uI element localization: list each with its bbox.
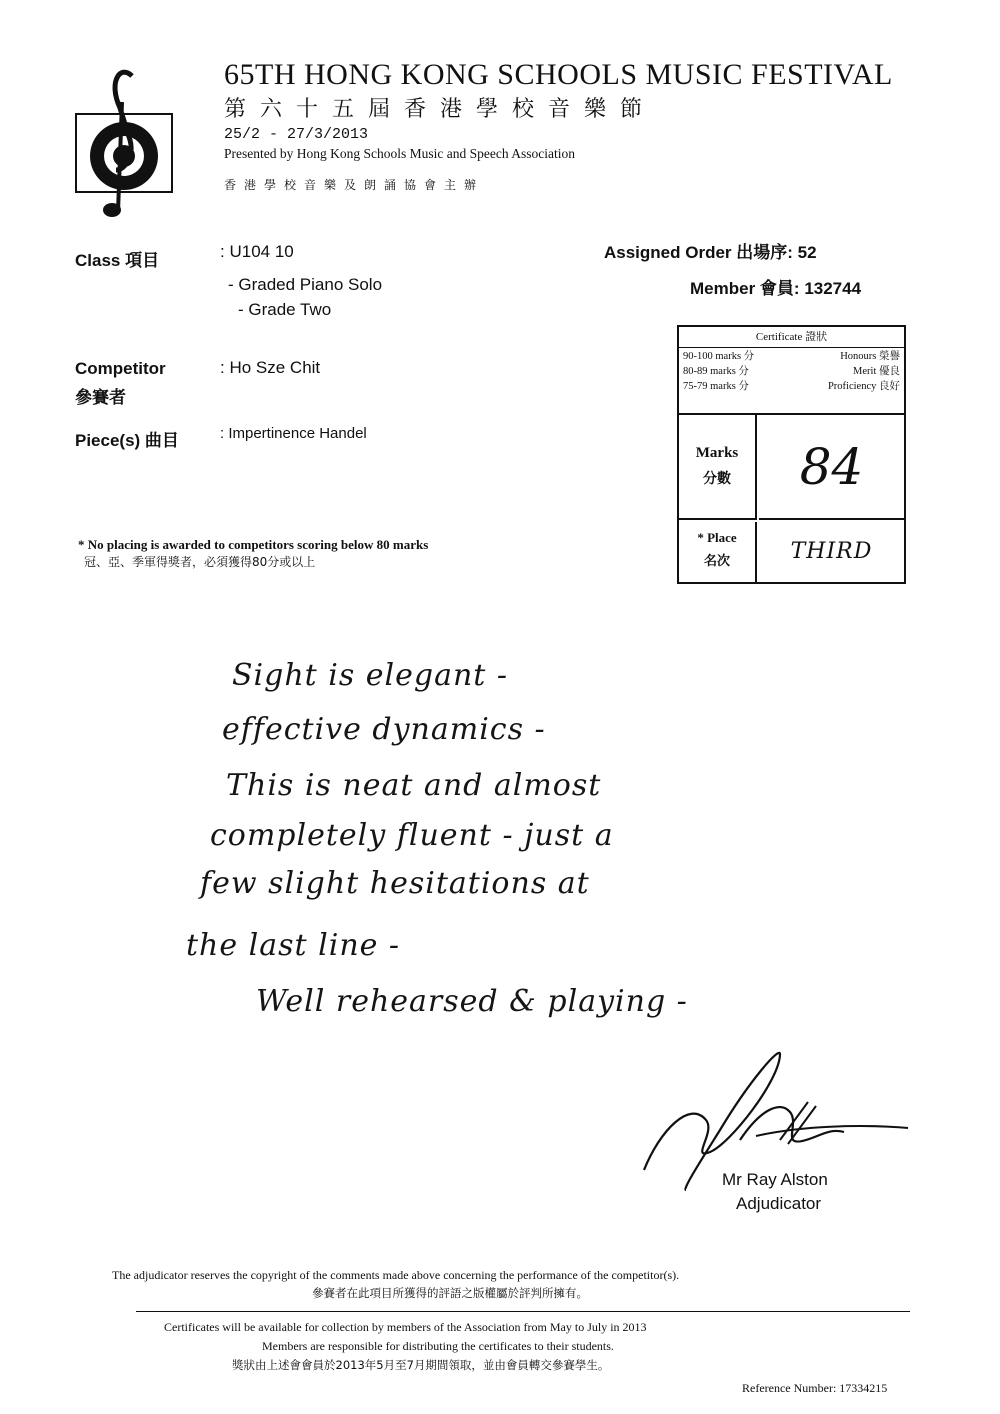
comment-line: effective dynamics - — [222, 712, 546, 747]
footer-divider — [136, 1311, 910, 1312]
pieces-label: Piece(s) 曲目 — [75, 431, 179, 450]
placing-note: * No placing is awarded to competitors scoring below 80 marks — [78, 537, 429, 552]
reference-number: Reference Number: 17334215 — [742, 1381, 888, 1395]
grade-row: 80-89 marks 分 Merit 優良 — [683, 366, 900, 377]
comment-line: Well rehearsed & playing - — [256, 984, 688, 1019]
comment-line: This is neat and almost — [226, 768, 602, 803]
pieces-value: : Impertinence Handel — [220, 425, 367, 442]
copyright-notice-zh: 參賽者在此項目所獲得的評語之版權屬於評判所擁有。 — [312, 1286, 588, 1300]
competitor-label-zh: 參賽者 — [75, 388, 126, 408]
certificate-header: Certificate 證狀 — [679, 327, 904, 348]
presented-by-zh: 香港學校音樂及朗誦協會主辦 — [224, 178, 485, 192]
competitor-label: Competitor — [75, 359, 166, 378]
class-code: : U104 10 — [220, 242, 294, 261]
comment-line: the last line - — [186, 928, 401, 963]
adjudicator-role: Adjudicator — [736, 1194, 822, 1213]
grade-row: 75-79 marks 分 Proficiency 良好 — [683, 381, 900, 392]
comment-line: Sight is elegant - — [232, 658, 509, 693]
class-line-1: - Graded Piano Solo — [228, 275, 383, 294]
grade-row: 90-100 marks 分 Honours 榮譽 — [683, 351, 900, 362]
certificate-grades — [679, 349, 904, 415]
festival-logo — [70, 62, 180, 222]
member-number: Member 會員: 132744 — [690, 279, 862, 298]
responsibility-notice: Members are responsible for distributing the certificates to their students. — [262, 1339, 614, 1353]
adjudicator-name: Mr Ray Alston — [722, 1170, 828, 1189]
place-value: THIRD — [790, 539, 873, 564]
placing-note-zh: 冠、亞、季軍得獎者，必須獲得80分或以上 — [84, 555, 316, 569]
class-line-2: - Grade Two — [238, 300, 332, 319]
assigned-order: Assigned Order 出場序: 52 — [604, 243, 817, 262]
comment-line: few slight hesitations at — [200, 866, 590, 901]
collection-notice: Certificates will be available for collection by members of the Association from May to July in 2013 — [164, 1320, 647, 1334]
class-label: Class 項目 — [75, 251, 160, 271]
comment-line: completely fluent - just a — [210, 818, 614, 853]
marks-value: 84 — [759, 415, 904, 520]
place-label: * Place 名次 — [679, 522, 757, 582]
competitor-name: : Ho Sze Chit — [220, 358, 321, 377]
certificate-box — [677, 325, 906, 584]
marks-label: Marks 分數 — [679, 415, 757, 520]
festival-title-zh: 第六十五屆香港學校音樂節 — [224, 97, 657, 122]
presented-by: Presented by Hong Kong Schools Music and Speech Association — [224, 146, 575, 161]
festival-dates: 25/2 - 27/3/2013 — [224, 126, 369, 143]
festival-title: 65TH HONG KONG SCHOOLS MUSIC FESTIVAL — [224, 58, 893, 91]
copyright-notice: The adjudicator reserves the copyright of the comments made above concerning the performance of the competitor(s). — [112, 1268, 680, 1282]
collection-notice-zh: 獎狀由上述會會員於2013年5月至7月期間領取，並由會員轉交參賽學生。 — [232, 1358, 610, 1372]
